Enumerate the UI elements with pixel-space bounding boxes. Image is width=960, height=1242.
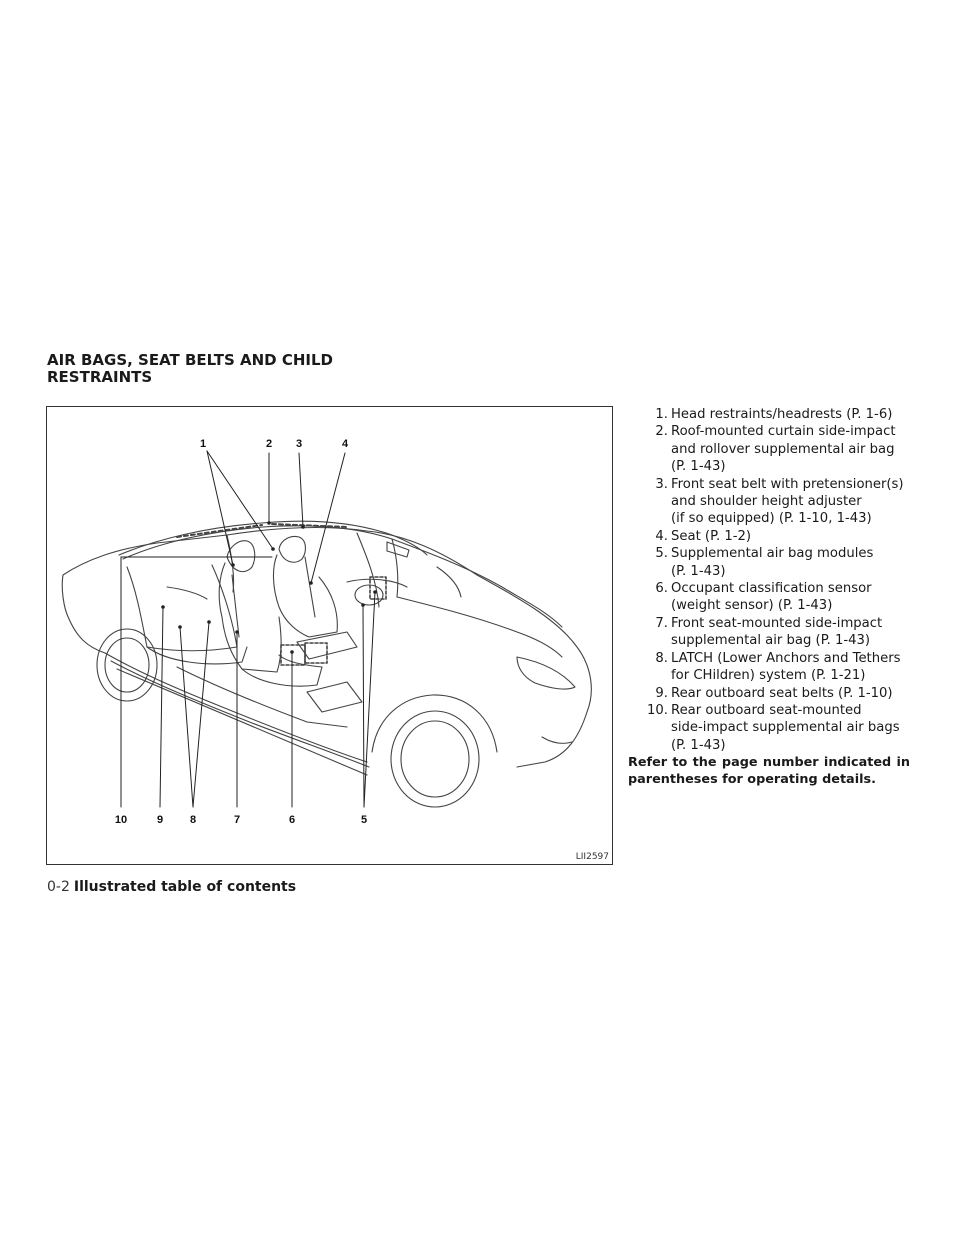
legend-item-text: supplemental air bag (P. 1-43) — [671, 633, 871, 649]
vehicle-restraints-illustration — [46, 406, 613, 865]
legend-item — [628, 650, 910, 685]
legend-item-number: 6. — [655, 581, 668, 597]
chapter-title: Illustrated table of contents — [73, 879, 297, 895]
callout-3: 3 — [295, 438, 303, 450]
car-cutaway-drawing — [47, 407, 614, 866]
legend-item — [628, 423, 910, 475]
legend-item-text: Rear outboard seat belts (P. 1-10) — [671, 685, 893, 701]
legend-item-number: 1. — [655, 407, 668, 422]
legend-item-number: 9. — [655, 685, 668, 701]
legend-list — [628, 406, 910, 788]
section-title-line-2: RESTRAINTS — [47, 368, 153, 386]
legend-item — [628, 476, 910, 528]
callout-8: 8 — [189, 814, 197, 826]
legend-item-text: for CHildren) system (P. 1-21) — [671, 668, 866, 684]
section-title — [47, 352, 447, 386]
callout-1: 1 — [199, 438, 207, 450]
legend-item-text: Seat (P. 1-2) — [671, 528, 752, 544]
legend-item-text: Front seat-mounted side-impact — [671, 615, 883, 631]
callout-6: 6 — [288, 814, 296, 826]
legend-item-text: Supplemental air bag modules — [671, 546, 874, 562]
legend-item-text: and rollover supplemental air bag — [671, 441, 895, 457]
legend-item — [628, 580, 910, 615]
callout-2: 2 — [265, 438, 273, 450]
legend-item-number: 8. — [655, 650, 668, 666]
legend-item-number: 3. — [655, 476, 668, 492]
legend-item-number: 7. — [655, 615, 668, 631]
callout-5: 5 — [360, 814, 368, 826]
legend-item-text: LATCH (Lower Anchors and Tethers — [671, 650, 901, 666]
legend-item — [628, 545, 910, 580]
legend-item-number: 2. — [655, 424, 668, 440]
legend-item-text: (if so equipped) (P. 1-10, 1-43) — [671, 511, 872, 527]
legend-item-text: Roof-mounted curtain side-impact — [671, 424, 896, 440]
legend-item — [628, 528, 910, 545]
legend-item-text: and shoulder height adjuster — [671, 494, 862, 510]
legend-note: Refer to the page number indicated in parentheses for operating details. — [628, 755, 910, 788]
callout-10: 10 — [114, 814, 128, 826]
legend-item — [628, 702, 910, 754]
legend-item-text: (P. 1-43) — [671, 563, 726, 579]
legend-item-text: (weight sensor) (P. 1-43) — [671, 598, 833, 614]
legend-item — [628, 685, 910, 702]
legend-item — [628, 406, 910, 423]
figure-code: LII2597 — [575, 852, 609, 862]
legend-item-text: Occupant classification sensor — [671, 581, 872, 597]
callout-9: 9 — [156, 814, 164, 826]
legend-item-number: 5. — [655, 546, 668, 562]
legend-item-number: 4. — [655, 528, 668, 544]
legend-item-text: (P. 1-43) — [671, 459, 726, 475]
legend-item-text: side-impact supplemental air bags — [671, 720, 900, 736]
section-title-line-1: AIR BAGS, SEAT BELTS AND CHILD — [47, 351, 333, 369]
legend-item — [628, 615, 910, 650]
legend-item-text: Rear outboard seat-mounted — [671, 702, 862, 718]
callout-4: 4 — [341, 438, 349, 450]
legend-item-text: Head restraints/headrests (P. 1-6) — [671, 407, 893, 422]
page-number: 0-2 — [47, 879, 70, 895]
legend-item-text: Front seat belt with pretensioner(s) — [671, 476, 904, 492]
page-footer — [47, 878, 296, 896]
legend-item-number: 10. — [647, 702, 668, 718]
callout-7: 7 — [233, 814, 241, 826]
legend-item-text: (P. 1-43) — [671, 737, 726, 753]
